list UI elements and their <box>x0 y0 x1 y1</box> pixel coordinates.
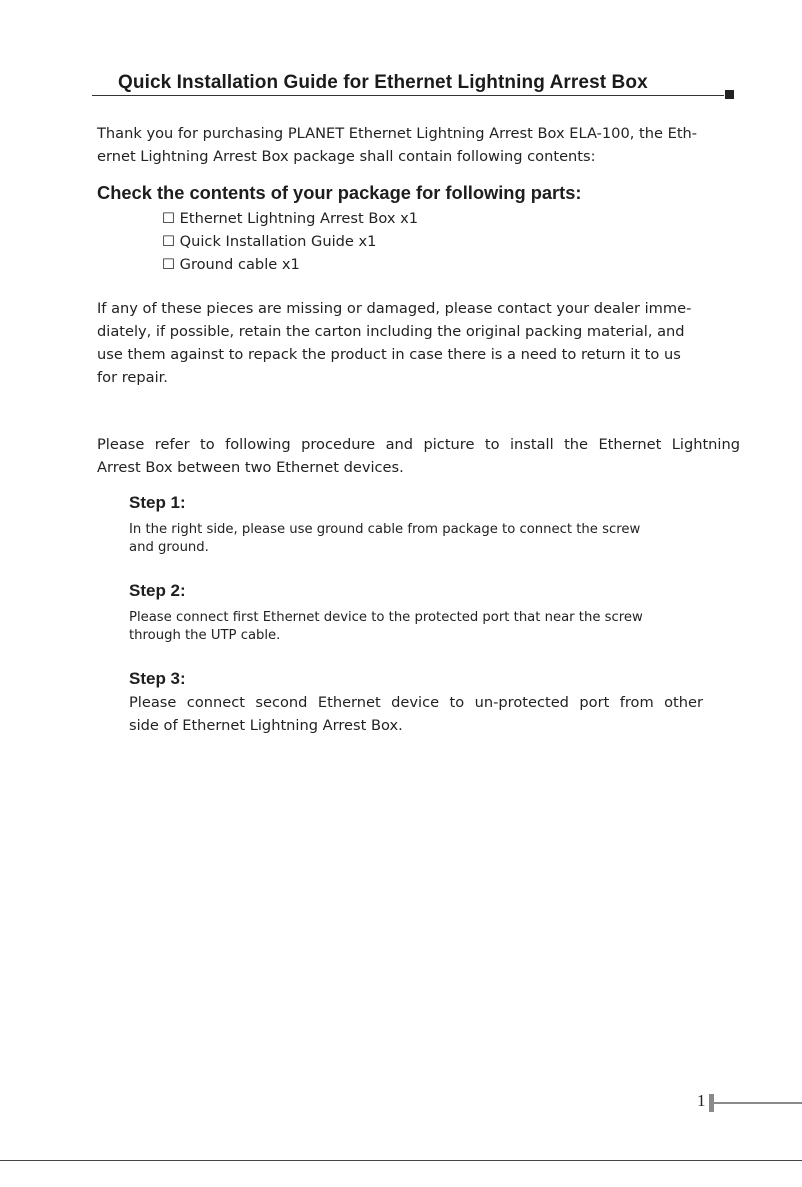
step-1-text <box>129 521 689 557</box>
step-3-line-1: Please connect second Ethernet device to un-protected port from other <box>129 694 703 711</box>
missing-line-2: diately, if possible, retain the carton including the original packing material, and <box>97 323 685 340</box>
title-square-marker <box>725 90 734 99</box>
list-item <box>162 207 418 230</box>
intro-line-1: Thank you for purchasing PLANET Ethernet Lightning Arrest Box ELA-100, the Eth- <box>97 125 698 142</box>
checkbox-icon: ☐ <box>162 210 176 227</box>
step-3-line-2: side of Ethernet Lightning Arrest Box. <box>129 717 403 734</box>
procedure-line-2: Arrest Box between two Ethernet devices. <box>97 459 404 476</box>
missing-line-3: use them against to repack the product in case there is a need to return it to us <box>97 346 681 363</box>
package-checklist <box>162 207 418 276</box>
page-title: Quick Installation Guide for Ethernet Lightning Arrest Box <box>118 72 648 93</box>
step-2-text <box>129 609 689 645</box>
procedure-paragraph <box>97 433 740 479</box>
missing-line-4: for repair. <box>97 369 168 386</box>
procedure-line-1: Please refer to following procedure and picture to install the Ethernet Lightning <box>97 436 740 453</box>
missing-parts-paragraph <box>97 297 713 389</box>
step-1-line-1: In the right side, please use ground cable from package to connect the screw <box>129 522 641 537</box>
page-bottom-rule <box>0 1160 802 1161</box>
list-item-label: Ground cable x1 <box>179 256 300 273</box>
list-item-label: Quick Installation Guide x1 <box>179 233 377 250</box>
checkbox-icon: ☐ <box>162 256 176 273</box>
intro-paragraph <box>97 122 713 168</box>
list-item <box>162 253 418 276</box>
step-3-text <box>129 691 703 737</box>
missing-line-1: If any of these pieces are missing or damaged, please contact your dealer imme- <box>97 300 692 317</box>
step-2-line-2: through the UTP cable. <box>129 628 281 643</box>
title-underline <box>92 95 724 96</box>
step-3-heading: Step 3: <box>129 669 186 688</box>
page-number-rule <box>714 1102 802 1104</box>
step-1-line-2: and ground. <box>129 540 209 555</box>
package-heading: Check the contents of your package for following parts: <box>97 182 582 203</box>
intro-line-2: ernet Lightning Arrest Box package shall contain following contents: <box>97 148 596 165</box>
step-2-line-1: Please connect first Ethernet device to the protected port that near the screw <box>129 610 643 625</box>
page-number: 1 <box>697 1091 706 1110</box>
list-item-label: Ethernet Lightning Arrest Box x1 <box>179 210 419 227</box>
step-2-heading: Step 2: <box>129 581 186 600</box>
step-1-heading: Step 1: <box>129 493 186 512</box>
checkbox-icon: ☐ <box>162 233 176 250</box>
list-item <box>162 230 418 253</box>
